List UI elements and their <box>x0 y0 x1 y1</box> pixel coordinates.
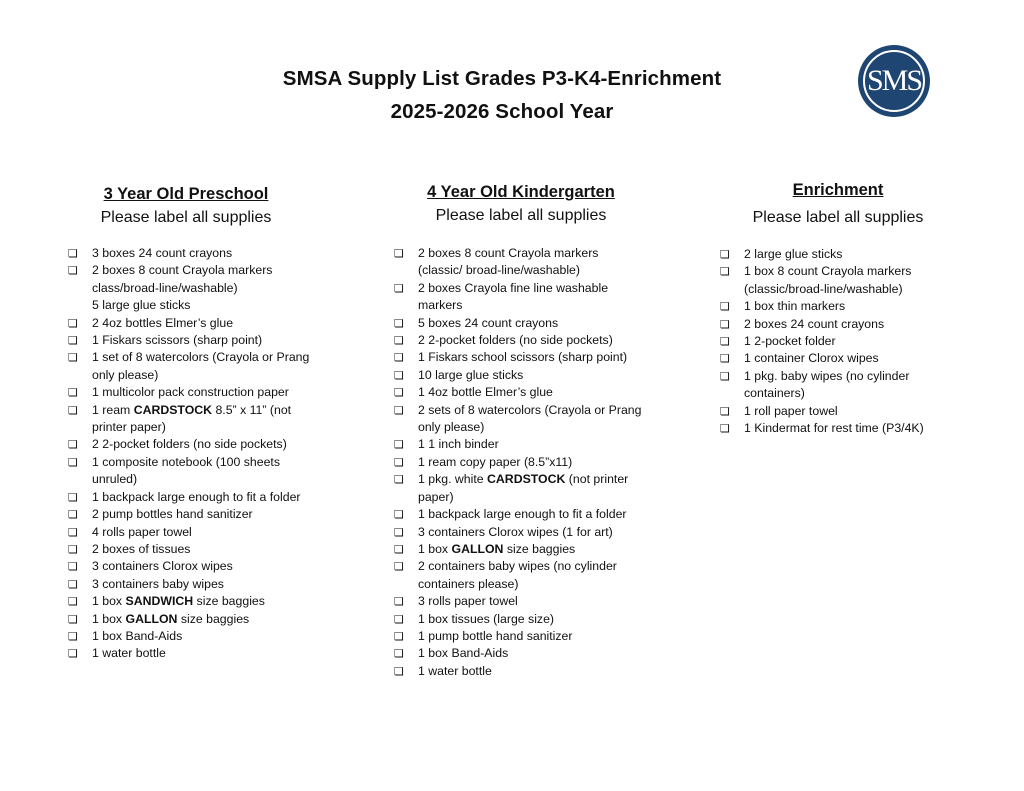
list-item <box>720 298 980 315</box>
checkbox-bullet-icon: ❏ <box>720 265 730 279</box>
list-item-line <box>92 367 338 384</box>
logo-monogram: SMS <box>866 64 922 97</box>
item-text: printer paper) <box>92 420 166 435</box>
list-item <box>394 471 664 506</box>
list-item <box>720 350 980 367</box>
checkbox-bullet-icon: ❏ <box>68 438 78 452</box>
list-item <box>68 558 338 575</box>
checkbox-bullet-icon: ❏ <box>394 629 404 643</box>
item-text: 1 box <box>92 611 126 626</box>
list-item-line <box>744 420 980 437</box>
list-item-line <box>92 297 338 314</box>
checkbox-bullet-icon: ❏ <box>720 335 730 349</box>
list-item <box>68 541 338 558</box>
list-item-line <box>418 245 664 262</box>
checkbox-bullet-icon: ❏ <box>394 438 404 452</box>
checkbox-bullet-icon: ❏ <box>68 386 78 400</box>
list-item-line <box>92 471 338 488</box>
item-text: 1 roll paper towel <box>744 403 838 418</box>
list-item <box>720 368 980 403</box>
checkbox-bullet-icon: ❏ <box>394 247 404 260</box>
list-item <box>394 367 664 384</box>
list-item <box>68 402 338 437</box>
list-item <box>394 663 664 680</box>
item-text: 10 large glue sticks <box>418 367 524 382</box>
item-text: 1 backpack large enough to fit a folder <box>418 507 627 522</box>
list-item-line <box>92 402 338 419</box>
list-item-line <box>92 576 338 593</box>
supply-list <box>394 245 664 680</box>
list-item-line <box>92 645 338 662</box>
list-item-line <box>418 332 664 349</box>
list-item <box>394 558 664 593</box>
checkbox-bullet-icon: ❏ <box>720 404 730 418</box>
emphasis-text: CARDSTOCK <box>487 472 566 487</box>
list-item <box>68 454 338 489</box>
list-item-line <box>744 281 980 298</box>
column-heading: Enrichment <box>792 181 884 199</box>
item-text: 1 box <box>418 541 452 556</box>
list-item-line <box>418 349 664 366</box>
item-text: (not printer <box>565 472 629 487</box>
list-item-line <box>418 454 664 471</box>
list-item <box>394 332 664 349</box>
item-text: 2 4oz bottles Elmer’s glue <box>92 315 234 330</box>
item-text: 3 containers baby wipes <box>92 576 224 591</box>
list-item <box>720 403 980 420</box>
emphasis-text: GALLON <box>451 541 504 556</box>
item-text: 2 large glue sticks <box>744 247 843 261</box>
checkbox-bullet-icon: ❏ <box>394 560 404 574</box>
list-item-line <box>418 576 664 593</box>
column-enrichment <box>720 180 956 436</box>
list-item-line <box>92 558 338 575</box>
item-text: 2 boxes Crayola fine line washable <box>418 280 609 295</box>
checkbox-bullet-icon: ❏ <box>720 317 730 331</box>
checkbox-bullet-icon: ❏ <box>68 647 78 661</box>
checkbox-bullet-icon: ❏ <box>394 664 404 678</box>
list-item <box>394 645 664 662</box>
checkbox-bullet-icon: ❏ <box>68 525 78 539</box>
checkbox-bullet-icon: ❏ <box>68 612 78 626</box>
list-item <box>394 436 664 453</box>
list-item <box>720 246 980 263</box>
item-text: 2 pump bottles hand sanitizer <box>92 507 253 522</box>
item-text: 3 containers Clorox wipes (1 for art) <box>418 524 613 539</box>
item-text: 2 sets of 8 watercolors (Crayola or Prang <box>418 402 642 417</box>
list-item-line <box>418 541 664 558</box>
list-item <box>68 593 338 610</box>
item-text: 1 ream <box>92 402 134 417</box>
list-item <box>720 333 980 350</box>
checkbox-bullet-icon: ❏ <box>68 595 78 609</box>
list-item-line <box>92 332 338 349</box>
item-text: 2 boxes of tissues <box>92 541 191 556</box>
checkbox-bullet-icon: ❏ <box>68 560 78 574</box>
page-title: SMSA Supply List Grades P3-K4-Enrichment <box>282 67 722 90</box>
column-preschool <box>68 184 310 661</box>
list-item <box>394 541 664 558</box>
list-item-line <box>418 645 664 662</box>
list-item-line <box>744 246 980 263</box>
list-item <box>68 576 338 593</box>
checkbox-bullet-icon: ❏ <box>68 247 78 260</box>
item-text: 1 box Band-Aids <box>418 646 509 661</box>
list-item-line <box>92 611 338 628</box>
checkbox-bullet-icon: ❏ <box>394 473 404 487</box>
list-item <box>68 245 338 262</box>
checkbox-bullet-icon: ❏ <box>720 422 730 436</box>
item-text: 1 box Band-Aids <box>92 628 183 643</box>
list-item <box>68 384 338 401</box>
list-item <box>68 349 338 384</box>
list-item <box>68 628 338 645</box>
checkbox-bullet-icon: ❏ <box>394 508 404 522</box>
list-item-line <box>418 593 664 610</box>
checkbox-bullet-icon: ❏ <box>68 334 78 348</box>
item-text: 1 2-pocket folder <box>744 334 836 349</box>
item-text: 2 2-pocket folders (no side pockets) <box>92 437 287 452</box>
checkbox-bullet-icon: ❏ <box>720 369 730 383</box>
column-heading: 4 Year Old Kindergarten <box>427 183 615 201</box>
item-text: containers please) <box>418 576 519 591</box>
list-item-line <box>418 489 664 506</box>
checkbox-bullet-icon: ❏ <box>68 629 78 643</box>
item-text: 1 box tissues (large size) <box>418 611 555 626</box>
list-item <box>394 611 664 628</box>
list-item-line <box>744 316 980 333</box>
item-text: 2 boxes 8 count Crayola markers <box>418 246 599 260</box>
checkbox-bullet-icon: ❏ <box>394 316 404 330</box>
checkbox-bullet-icon: ❏ <box>68 264 78 278</box>
item-text: 8.5” x 11” (not <box>212 402 292 417</box>
checkbox-bullet-icon: ❏ <box>394 647 404 661</box>
list-item <box>720 420 980 437</box>
list-item <box>68 524 338 541</box>
checkbox-bullet-icon: ❏ <box>68 316 78 330</box>
list-item <box>68 489 338 506</box>
checkbox-bullet-icon: ❏ <box>394 455 404 469</box>
list-item-line <box>418 611 664 628</box>
list-item-line <box>418 419 664 436</box>
column-subheading: Please label all supplies <box>435 207 607 224</box>
list-item-line <box>92 315 338 332</box>
item-text: 3 rolls paper towel <box>418 594 518 609</box>
list-item-line <box>418 384 664 401</box>
item-text: 1 water bottle <box>92 646 166 661</box>
item-text: 2 2-pocket folders (no side pockets) <box>418 333 613 348</box>
list-item <box>394 315 664 332</box>
item-text: 4 rolls paper towel <box>92 524 192 539</box>
item-text: 1 container Clorox wipes <box>744 351 879 366</box>
list-item-line <box>92 419 338 436</box>
list-item <box>720 316 980 333</box>
checkbox-bullet-icon: ❏ <box>68 490 78 504</box>
list-item-line <box>92 593 338 610</box>
list-item <box>68 506 338 523</box>
checkbox-bullet-icon: ❏ <box>394 525 404 539</box>
item-text: markers <box>418 298 463 313</box>
item-text: paper) <box>418 489 454 504</box>
emphasis-text: SANDWICH <box>125 594 194 609</box>
list-item-line <box>418 367 664 384</box>
list-item-line <box>418 558 664 575</box>
list-item-line <box>92 541 338 558</box>
emphasis-text: GALLON <box>125 611 178 626</box>
item-text: 5 boxes 24 count crayons <box>418 315 559 330</box>
list-item-line <box>92 489 338 506</box>
item-text: 3 boxes 24 count crayons <box>92 246 233 260</box>
item-text: 1 pkg. baby wipes (no cylinder <box>744 368 910 383</box>
list-item <box>68 436 338 453</box>
list-item-line <box>418 315 664 332</box>
item-text: (classic/broad-line/washable) <box>744 281 903 296</box>
emphasis-text: CARDSTOCK <box>133 402 213 417</box>
list-item-line <box>92 628 338 645</box>
item-text: 1 box 8 count Crayola markers <box>744 264 912 279</box>
item-text: size baggies <box>177 611 250 626</box>
checkbox-bullet-icon: ❏ <box>394 351 404 365</box>
item-text: 1 multicolor pack construction paper <box>92 385 289 400</box>
list-item-line <box>92 349 338 366</box>
item-text: 1 ream copy paper (8.5”x11) <box>418 454 573 469</box>
item-text: 2 containers baby wipes (no cylinder <box>418 559 617 574</box>
list-item-line <box>418 436 664 453</box>
checkbox-bullet-icon: ❏ <box>394 334 404 348</box>
list-item <box>68 645 338 662</box>
item-text: 1 box thin markers <box>744 299 846 314</box>
list-item <box>68 262 338 314</box>
checkbox-bullet-icon: ❏ <box>68 577 78 591</box>
item-text: containers) <box>744 386 805 401</box>
checkbox-bullet-icon: ❏ <box>394 542 404 556</box>
checkbox-bullet-icon: ❏ <box>68 351 78 365</box>
list-item-line <box>744 385 980 402</box>
list-item <box>394 349 664 366</box>
item-text: size baggies <box>503 541 576 556</box>
item-text: 1 pump bottle hand sanitizer <box>418 628 573 643</box>
list-item <box>394 524 664 541</box>
item-text: 1 Kindermat for rest time (P3/4K) <box>744 421 924 436</box>
checkbox-bullet-icon: ❏ <box>68 542 78 556</box>
list-item <box>394 506 664 523</box>
item-text: (classic/ broad-line/washable) <box>418 263 580 278</box>
item-text: 1 1 inch binder <box>418 437 499 452</box>
checkbox-bullet-icon: ❏ <box>720 248 730 261</box>
list-item-line <box>418 471 664 488</box>
checkbox-bullet-icon: ❏ <box>394 595 404 609</box>
item-text: 3 containers Clorox wipes <box>92 559 233 574</box>
item-text: size baggies <box>193 594 265 609</box>
list-item-line <box>744 403 980 420</box>
item-text: unruled) <box>92 472 138 487</box>
list-item <box>394 593 664 610</box>
checkbox-bullet-icon: ❏ <box>68 455 78 469</box>
column-subheading: Please label all supplies <box>100 209 272 226</box>
checkbox-bullet-icon: ❏ <box>68 508 78 522</box>
column-subheading: Please label all supplies <box>752 209 924 226</box>
list-item-line <box>744 298 980 315</box>
list-item-line <box>92 245 338 262</box>
list-item-line <box>92 280 338 297</box>
item-text: 1 pkg. white <box>418 472 488 487</box>
checkbox-bullet-icon: ❏ <box>68 403 78 417</box>
list-item-line <box>418 524 664 541</box>
column-kindergarten <box>394 182 648 678</box>
list-item-line <box>418 628 664 645</box>
item-text: 1 backpack large enough to fit a folder <box>92 489 301 504</box>
list-item-line <box>744 263 980 280</box>
list-item <box>394 245 664 280</box>
item-text: 1 4oz bottle Elmer’s glue <box>418 385 553 400</box>
checkbox-bullet-icon: ❏ <box>720 300 730 314</box>
list-item-line <box>92 436 338 453</box>
item-text: only please) <box>418 420 485 435</box>
item-text: 1 Fiskars scissors (sharp point) <box>92 333 263 348</box>
checkbox-bullet-icon: ❏ <box>394 612 404 626</box>
list-item-line <box>744 350 980 367</box>
page-subtitle: 2025-2026 School Year <box>390 100 614 123</box>
list-item-line <box>418 402 664 419</box>
list-item <box>394 402 664 437</box>
item-text: 2 boxes 24 count crayons <box>744 316 885 331</box>
list-item <box>68 611 338 628</box>
list-item-line <box>92 524 338 541</box>
list-item <box>68 315 338 332</box>
list-item-line <box>744 333 980 350</box>
school-logo <box>858 45 930 117</box>
list-item <box>68 332 338 349</box>
list-item-line <box>418 262 664 279</box>
list-item-line <box>418 297 664 314</box>
list-item <box>720 263 980 298</box>
item-text: 2 boxes 8 count Crayola markers <box>92 263 273 278</box>
list-item <box>394 628 664 645</box>
item-text: 1 Fiskars school scissors (sharp point) <box>418 350 628 365</box>
list-item-line <box>418 663 664 680</box>
checkbox-bullet-icon: ❏ <box>394 403 404 417</box>
list-item-line <box>418 280 664 297</box>
checkbox-bullet-icon: ❏ <box>394 368 404 382</box>
list-item <box>394 454 664 471</box>
checkbox-bullet-icon: ❏ <box>394 386 404 400</box>
item-text: 1 set of 8 watercolors (Crayola or Prang <box>92 350 310 365</box>
checkbox-bullet-icon: ❏ <box>720 352 730 366</box>
item-text: 1 box <box>92 594 126 609</box>
list-item-line <box>744 368 980 385</box>
list-item <box>394 280 664 315</box>
item-text: 5 large glue sticks <box>92 298 191 313</box>
list-item-line <box>418 506 664 523</box>
list-item-line <box>92 506 338 523</box>
checkbox-bullet-icon: ❏ <box>394 281 404 295</box>
list-item-line <box>92 384 338 401</box>
supply-list <box>720 246 980 437</box>
item-text: 1 water bottle <box>418 663 492 678</box>
list-item <box>394 384 664 401</box>
item-text: only please) <box>92 367 159 382</box>
item-text: 1 composite notebook (100 sheets <box>92 454 280 469</box>
list-item-line <box>92 262 338 279</box>
item-text: class/broad-line/washable) <box>92 280 238 295</box>
supply-list <box>68 245 338 663</box>
column-heading: 3 Year Old Preschool <box>103 185 269 203</box>
list-item-line <box>92 454 338 471</box>
